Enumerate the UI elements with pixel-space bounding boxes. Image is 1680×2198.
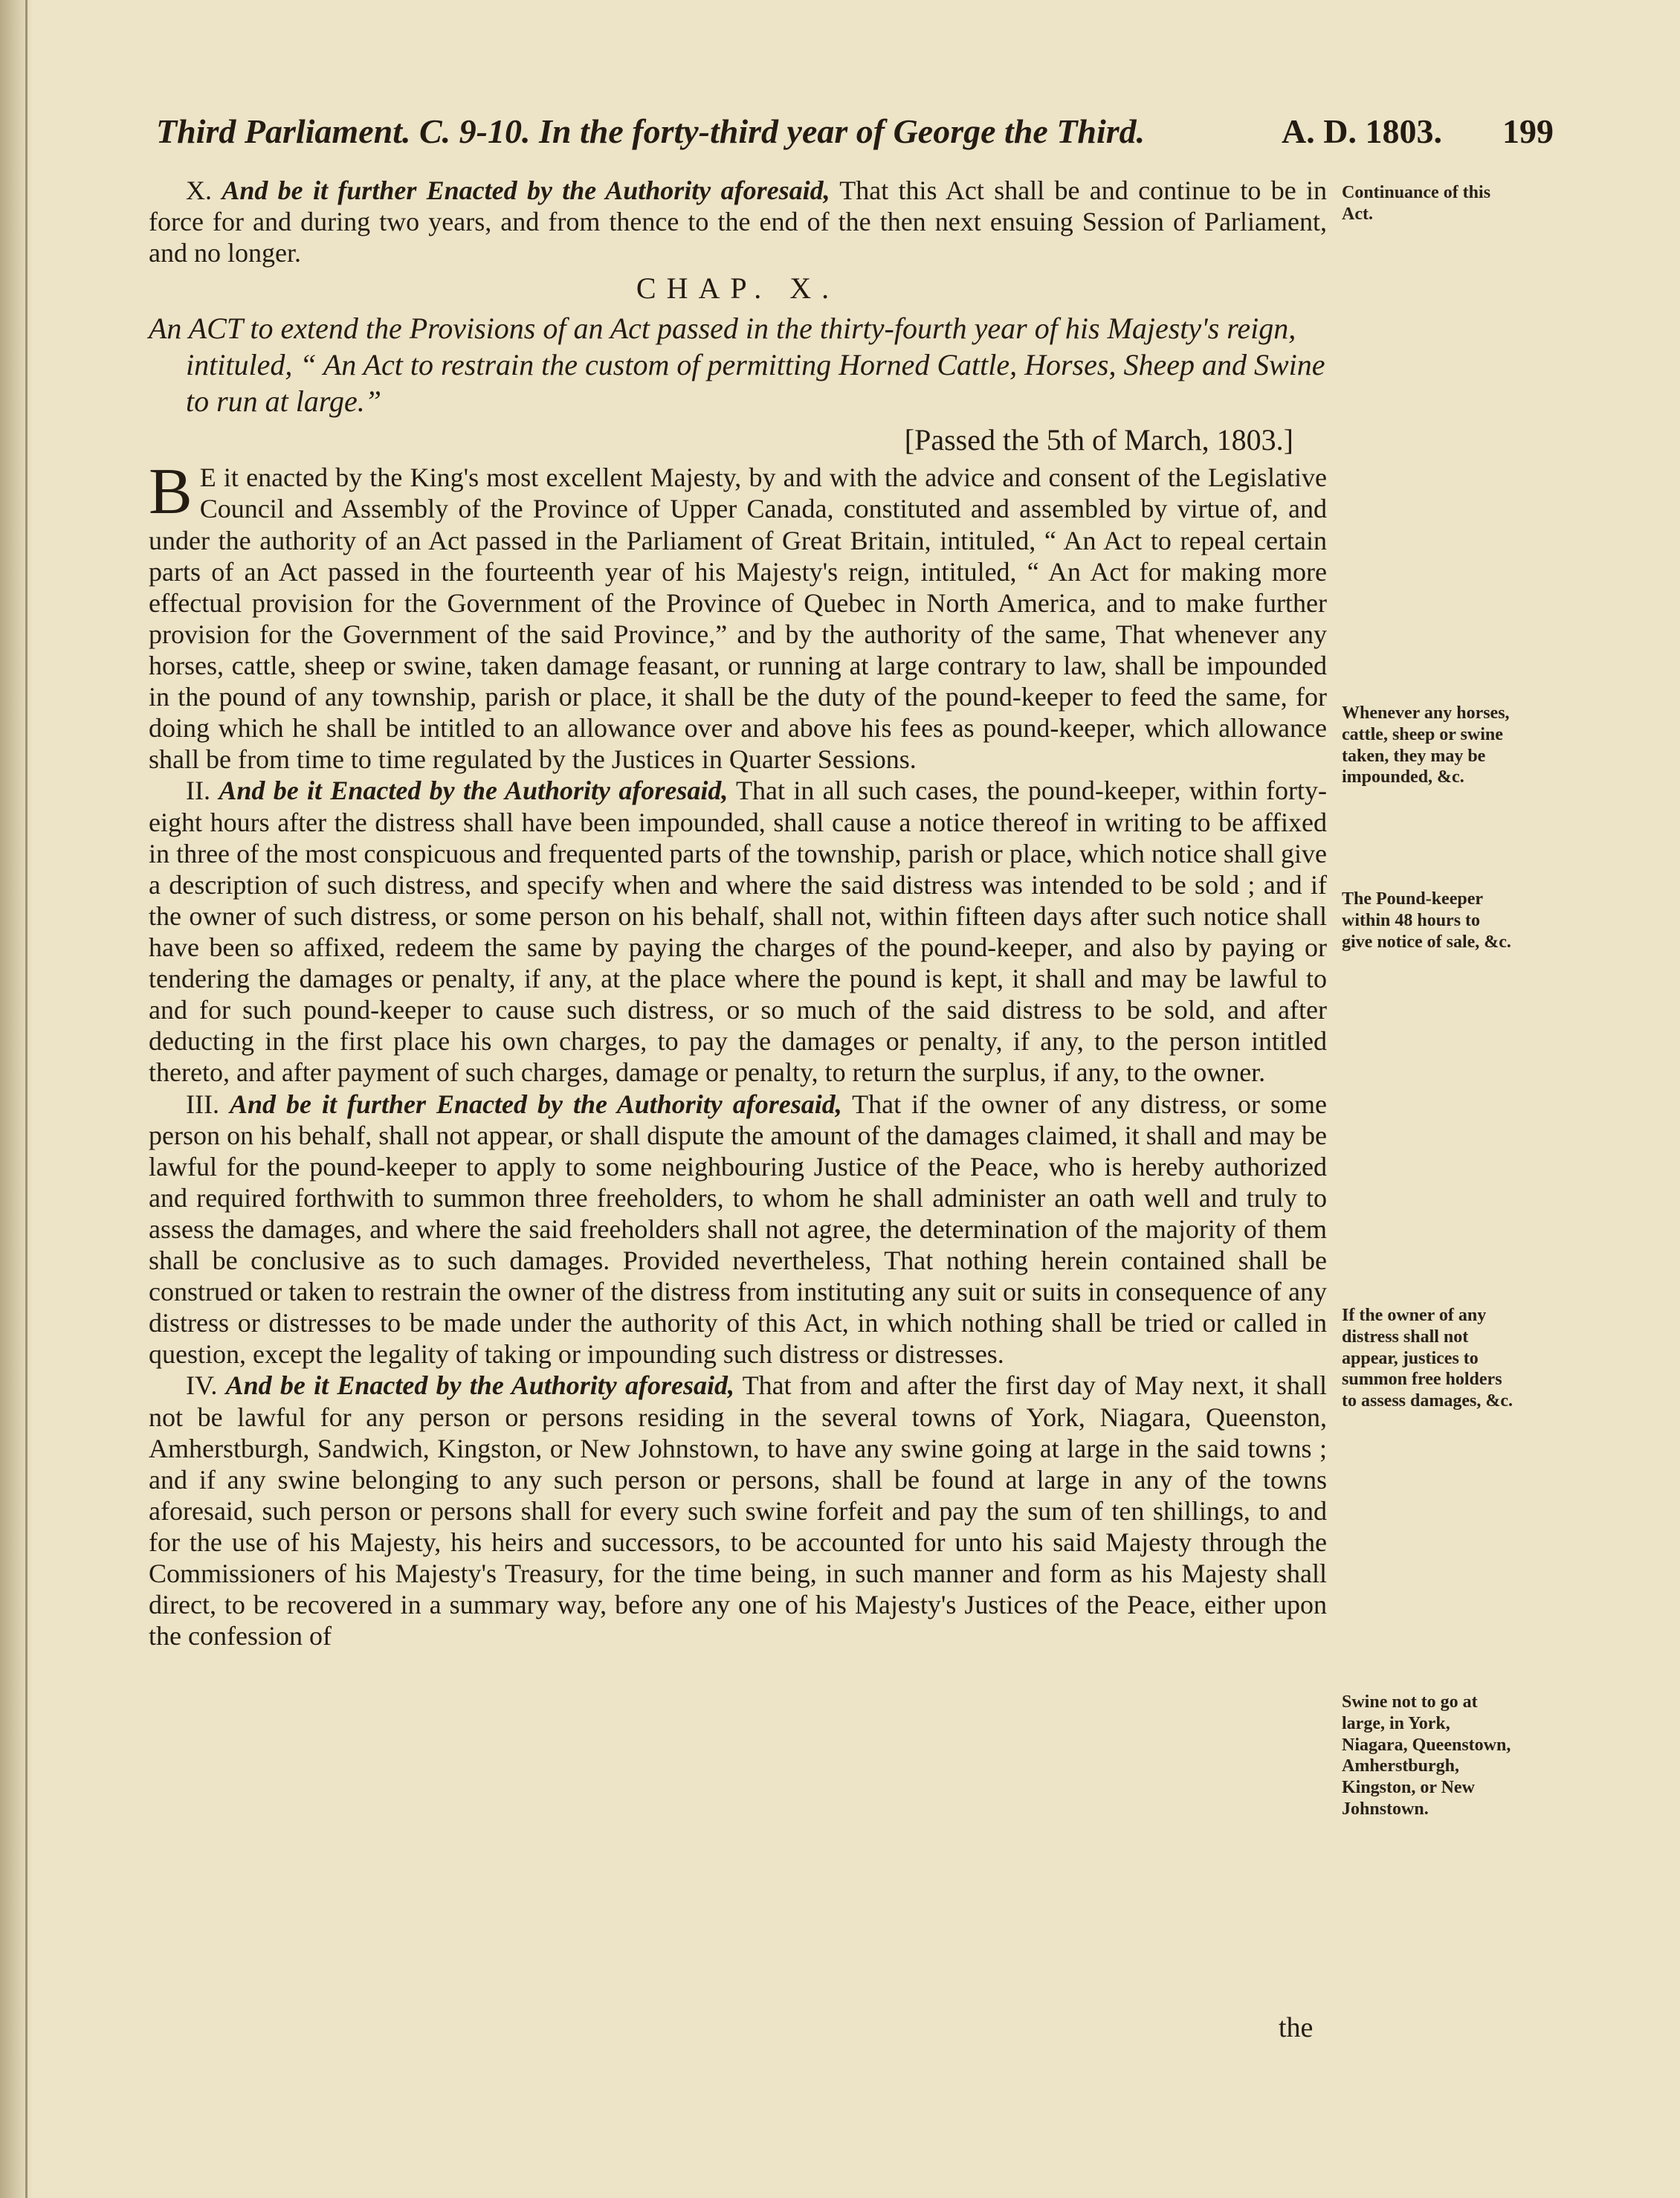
section-text: E it enacted by the King's most excellent Majesty, by and with the advice and consent of the Legislative Council and Assembly of the Province of Upper Canada, constituted and assembled by virtue of, and under the authority of an Act passed in the Parliament of Great Britain, intituled, “ An Act to repeal certain parts of an Act passed in the fourteenth year of his Majesty's reign, intituled, “ An Act for making more effectual provision for the Government of the Province of Quebec in North America, and to make further provision for the Government of the said Province,” and by the authority of the same, That whenever any horses, cattle, sheep or swine, taken damage feasant, or running at large contrary to law, shall be impounded in the pound of any township, parish or place, it shall be the duty of the pound-keeper to feed the same, for doing which he shall be intitled to an allowance over and above his fees as pound-keeper, which allowance shall be from time to time regulated by the Justices in Quarter Sessions. (149, 463, 1327, 775)
section-number: II. (186, 776, 210, 806)
running-title: Third Parliament. C. 9-10. In the forty-third year of George the Third. (156, 112, 1146, 150)
section-text: That in all such cases, the pound-keeper, within forty-eight hours after the distress shall have been impounded, shall cause a notice thereof in writing to be affixed in three of the most conspicuous and frequented parts of the township, parish or place, which notice shall give a description of such distress, and specify when and where the said distress was intended to be sold ; and if the owner of such distress, or some person on his behalf, shall not, within fifteen days after such notice shall have been so affixed, redeem the same by paying the charges of the pound-keeper, and also by paying or tendering the damages or penalty, if any, at the place where the pound is kept, it shall and may be lawful to and for such pound-keeper to cause such distress, or so much of the said distress to be sold, and after deducting in the first place his own charges, to pay the damages or penalty, if any, to the person intitled thereto, and after payment of such charges, damage or penalty, to return the surplus, if any, to the owner. (149, 776, 1327, 1088)
main-text (149, 175, 1327, 1651)
margin-note-impounded: Whenever any horses, cattle, sheep or swine taken, they may be impounded, &c. (1342, 703, 1510, 787)
section-number: III. (186, 1089, 219, 1119)
section-x (149, 175, 1327, 268)
enacting-clause: And be it further Enacted by the Authority aforesaid, (222, 175, 830, 205)
header-year: A. D. 1803. (1282, 112, 1442, 150)
section-number: IV. (186, 1370, 218, 1401)
drop-cap: B (149, 456, 193, 529)
section-text: That from and after the first day of May next, it shall not be lawful for any person or persons residing in the several towns of York, Niagara, Queenston, Amherstburgh, Sandwich, Kingston, or New Johnstown, to have any swine going at large in the said towns ; and if any swine belonging to any such person or persons, shall be found at large in any of the towns aforesaid, such person or persons shall for every such swine forfeit and pay the sum of ten shillings, to and for the use of his Majesty, his heirs and successors, to be accounted for unto his said Majesty through the Commissioners of his Majesty's Treasury, for the time being, in such manner and form as his Majesty shall direct, to be recovered in a summary way, before any one of his Majesty's Justices of the Peace, either upon the confession of (149, 1370, 1327, 1651)
section-text: That this Act shall be and continue to be in force for and during two years, and from thence to the end of the then next ensuing Session of Parliament, and no longer. (149, 175, 1327, 268)
act-title: An ACT to extend the Provisions of an Act passed in the thirty-fourth year of his Majesty's reign, intituled, “ An Act to restrain the custom of permitting Horned Cattle, Horses, Sheep and Swine to run at large.” (149, 312, 1325, 418)
margin-note-freeholders: If the owner of any distress shall not appear, justices to summon free holders to assess damages, &c. (1342, 1306, 1513, 1411)
running-header (156, 112, 1554, 156)
margin-note-continuance: Continuance of this Act. (1342, 183, 1491, 224)
section-number: X. (186, 175, 212, 205)
chapter-heading: CHAP. X. (636, 271, 840, 306)
section-text: That if the owner of any distress, or some person on his behalf, shall not appear, or shall dispute the amount of the damages claimed, it shall and may be lawful for the pound-keeper to apply to some neighbouring Justice of the Peace, who is hereby authorized and required forthwith to summon three freeholders, to whom he shall administer an oath well and truly to assess the damages, and where the said freeholders shall not agree, the determination of the majority of them shall be conclusive as to such damages. Provided nevertheless, That nothing herein contained shall be construed or taken to restrain the owner of the distress from instituting any suit or suits in consequence of any distress or distresses to be made under the authority of this Act, in which nothing shall be tried or called in question, except the legality of taking or impounding such distress or distresses. (149, 1089, 1327, 1370)
section-1 (149, 456, 1327, 775)
binding-gutter (25, 0, 28, 2198)
margin-note-notice: The Pound-keeper within 48 hours to give notice of sale, &c. (1342, 889, 1511, 952)
enacting-clause: And be it further Enacted by the Authority aforesaid, (229, 1089, 842, 1119)
margin-note-swine: Swine not to go at large, in York, Niagara, Queenstown, Amherstburgh, Kingston, or New Johnstown. (1342, 1692, 1511, 1819)
enacting-clause: And be it Enacted by the Authority aforesaid, (225, 1370, 734, 1401)
section-3 (149, 1089, 1327, 1370)
section-4 (149, 1370, 1327, 1651)
catchword: the (1279, 2012, 1314, 2043)
section-2 (149, 775, 1327, 1088)
passed-date: [Passed the 5th of March, 1803.] (904, 422, 1293, 457)
enacting-clause: And be it Enacted by the Authority aforesaid, (219, 776, 728, 806)
page-number: 199 (1502, 112, 1554, 150)
